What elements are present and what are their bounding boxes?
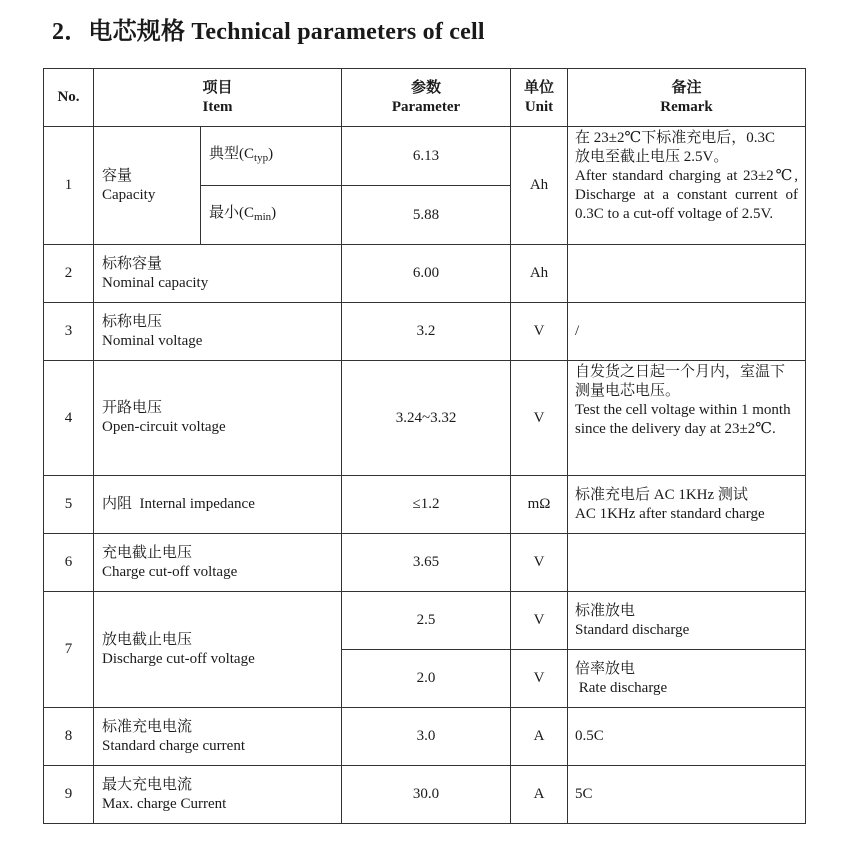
item-cell: 开路电压 Open-circuit voltage bbox=[94, 361, 342, 476]
unit-cell: Ah bbox=[511, 127, 568, 245]
row-number: 3 bbox=[44, 303, 94, 361]
remark-cell: 标准充电后 AC 1KHz 测试 AC 1KHz after standard charge bbox=[568, 476, 806, 534]
unit-cell: Ah bbox=[511, 245, 568, 303]
parameter-value: 3.2 bbox=[342, 303, 511, 361]
parameter-value: 2.5 bbox=[342, 592, 511, 650]
row-number: 5 bbox=[44, 476, 94, 534]
unit-cell: V bbox=[511, 361, 568, 476]
remark-cell: / bbox=[568, 303, 806, 361]
item-cell: 标准充电电流 Standard charge current bbox=[94, 708, 342, 766]
unit-cell: V bbox=[511, 592, 568, 650]
row-number: 1 bbox=[44, 127, 94, 245]
remark-cell: 5C bbox=[568, 766, 806, 824]
item-cell: 放电截止电压 Discharge cut-off voltage bbox=[94, 592, 342, 708]
section-heading: 2．电芯规格 Technical parameters of cell bbox=[52, 19, 485, 45]
parameter-value: ≤1.2 bbox=[342, 476, 511, 534]
parameter-value: 6.00 bbox=[342, 245, 511, 303]
row-number: 2 bbox=[44, 245, 94, 303]
unit-cell: A bbox=[511, 766, 568, 824]
remark-cell bbox=[568, 245, 806, 303]
sub-item-minimum: 最小$(C_{min})$ bbox=[201, 186, 342, 245]
parameter-value: 6.13 bbox=[342, 127, 511, 186]
sub-item-typical: 典型$(C_{typ})$ bbox=[201, 127, 342, 186]
unit-cell: V bbox=[511, 303, 568, 361]
header-unit: 单位 Unit bbox=[511, 69, 568, 127]
header-parameter: 参数 Parameter bbox=[342, 69, 511, 127]
header-no: No. bbox=[44, 69, 94, 127]
row-number: 4 bbox=[44, 361, 94, 476]
parameter-value: 3.24~3.32 bbox=[342, 361, 511, 476]
item-cell: 标称容量 Nominal capacity bbox=[94, 245, 342, 303]
remark-cell bbox=[568, 534, 806, 592]
remark-cell: 0.5C bbox=[568, 708, 806, 766]
table-row bbox=[44, 303, 806, 361]
unit-cell: A bbox=[511, 708, 568, 766]
table-row bbox=[44, 766, 806, 824]
item-cell: 最大充电电流 Max. charge Current bbox=[94, 766, 342, 824]
remark-cell: 在 23±2℃下标准充电后，0.3C 放电至截止电压 2.5V。 After standard charging at 23±2℃, Discharge at a constant current of 0.3C to a cut-off voltage of 2.5V. bbox=[568, 127, 806, 245]
parameter-value: 3.0 bbox=[342, 708, 511, 766]
unit-cell: mΩ bbox=[511, 476, 568, 534]
row-number: 8 bbox=[44, 708, 94, 766]
remark-cell: 倍率放电 Rate discharge bbox=[568, 650, 806, 708]
item-cell: 容量 Capacity bbox=[94, 127, 201, 245]
header-remark: 备注 Remark bbox=[568, 69, 806, 127]
item-cell: 内阻 Internal impedance bbox=[94, 476, 342, 534]
table-row bbox=[44, 534, 806, 592]
unit-cell: V bbox=[511, 534, 568, 592]
table-row bbox=[44, 127, 806, 186]
parameter-value: 3.65 bbox=[342, 534, 511, 592]
header-item: 项目 Item bbox=[94, 69, 342, 127]
item-cell: 充电截止电压 Charge cut-off voltage bbox=[94, 534, 342, 592]
remark-cell: 自发货之日起一个月内，室温下 测量电芯电压。 Test the cell voltage within 1 month since the delivery day at 23±2℃. bbox=[568, 361, 806, 476]
table-row bbox=[44, 245, 806, 303]
spec-table bbox=[43, 68, 806, 824]
item-cell: 标称电压 Nominal voltage bbox=[94, 303, 342, 361]
table-row bbox=[44, 361, 806, 476]
row-number: 7 bbox=[44, 592, 94, 708]
unit-cell: V bbox=[511, 650, 568, 708]
row-number: 6 bbox=[44, 534, 94, 592]
table-row bbox=[44, 476, 806, 534]
header-row bbox=[44, 69, 806, 127]
parameter-value: 2.0 bbox=[342, 650, 511, 708]
parameter-value: 30.0 bbox=[342, 766, 511, 824]
parameter-value: 5.88 bbox=[342, 186, 511, 245]
row-number: 9 bbox=[44, 766, 94, 824]
table-row bbox=[44, 592, 806, 650]
remark-cell: 标准放电 Standard discharge bbox=[568, 592, 806, 650]
table-row bbox=[44, 708, 806, 766]
